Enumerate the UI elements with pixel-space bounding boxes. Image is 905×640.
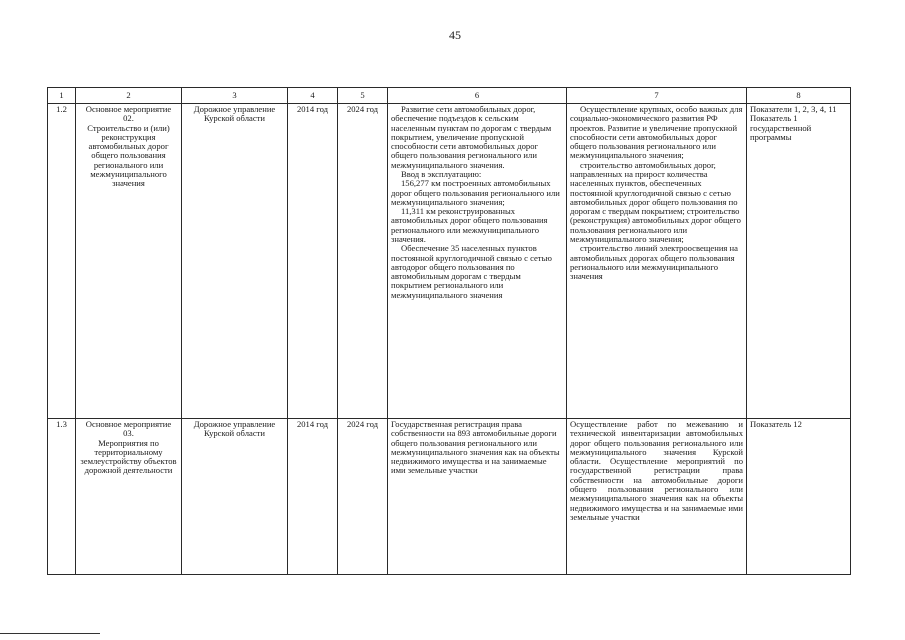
start-year: 2014 год: [288, 419, 338, 575]
expected-result: [388, 104, 567, 419]
executor: Дорожное управление Курской области: [182, 419, 288, 575]
content-paragraph: Осуществление работ по межеванию и технической инвентаризации автомобильных дорог общего пользования регионального или межмуниципального значения Курской области. Осуществление мероприятий по государственной регистрации права собственности на автомобильные дороги общего пользования регионального или межмуниципального значения как на объекты недвижимого имущества и на занимаемые ими земельные участки: [570, 419, 743, 522]
indicators: Показатели 1, 2, 3, 4, 11 Показатель 1 государственной программы: [747, 104, 851, 419]
main-content: [567, 104, 747, 419]
table-row: [48, 104, 851, 419]
program-table: [47, 87, 851, 575]
event-name: [76, 104, 182, 419]
table-row: [48, 419, 851, 575]
result-paragraph: 11,311 км реконструированных автомобильных дорог общего пользования регионального или межмуниципального значения.: [391, 206, 548, 244]
row-number: 1.2: [48, 104, 76, 419]
content-paragraph: строительство автомобильных дорог, направленных на прирост количества населенных пунктов, обеспеченных постоянной круглогодичной связью с сетью автомобильных дорог общего пользования по дорогам с твердым покрытием; строительство (реконструкция) автомобильных дорог общего пользования регионального или межмуниципального значения;: [570, 159, 741, 244]
header-cell: 5: [338, 88, 388, 104]
result-paragraph: Ввод в эксплуатацию:: [401, 168, 482, 179]
header-cell: 6: [388, 88, 567, 104]
end-year: 2024 год: [338, 419, 388, 575]
event-name-line: Мероприятия по территориальному землеустройству объектов дорожной деятельности: [80, 437, 177, 476]
header-cell: 4: [288, 88, 338, 104]
event-name-line: Основное мероприятие: [85, 419, 172, 429]
page-number: 45: [449, 28, 461, 42]
end-year: 2024 год: [338, 104, 388, 419]
event-name-line: 03.: [123, 428, 134, 439]
header-cell: 7: [567, 88, 747, 104]
event-name: [76, 419, 182, 575]
header-cell: 8: [747, 88, 851, 104]
header-cell: 1: [48, 88, 76, 104]
result-paragraph: Обеспечение 35 населенных пунктов постоянной круглогодичной связью с сетью автодорог общего пользования по автомобильным дорогам с твердым покрытием регионального или межмуниципального значения: [391, 243, 552, 300]
footer-rule: [0, 633, 100, 634]
row-number: 1.3: [48, 419, 76, 575]
start-year: 2014 год: [288, 104, 338, 419]
header-cell: 3: [182, 88, 288, 104]
result-paragraph: 156,277 км построенных автомобильных дорог общего пользования регионального или межмуниципального значения;: [391, 178, 560, 207]
main-content: [567, 419, 747, 575]
header-cell: 2: [76, 88, 182, 104]
event-name-line: Строительство и (или) реконструкция автомобильных дорог общего пользования регионального или межмуниципального значения: [87, 122, 170, 189]
header-row: [48, 88, 851, 104]
indicators: Показатель 12: [747, 419, 851, 575]
result-paragraph: Государственная регистрация права собственности на 893 автомобильные дороги общего пользования регионального или межмуниципального значения как на объекты недвижимого имущества и на занимаемые ими земельные участки: [391, 419, 560, 476]
content-paragraph: Осуществление крупных, особо важных для социально-экономического развития РФ проектов. Развитие и увеличение пропускной способности сети автомобильных дорог общего пользования регионального или межмуниципального значения;: [570, 104, 743, 161]
executor: Дорожное управление Курской области: [182, 104, 288, 419]
result-paragraph: Развитие сети автомобильных дорог, обеспечение подъездов к сельским населенным пунктам по дорогам с твердым покрытием, увеличение пропускной способности сети автомобильных дорог общего пользования регионального или межмуниципального значения.: [391, 104, 552, 170]
content-paragraph: строительство линий электроосвещения на автомобильных дорогах общего пользования регионального или межмуниципального значения: [570, 243, 738, 282]
expected-result: [388, 419, 567, 575]
event-name-line: Основное мероприятие: [85, 104, 172, 114]
event-name-line: 02.: [123, 113, 134, 124]
